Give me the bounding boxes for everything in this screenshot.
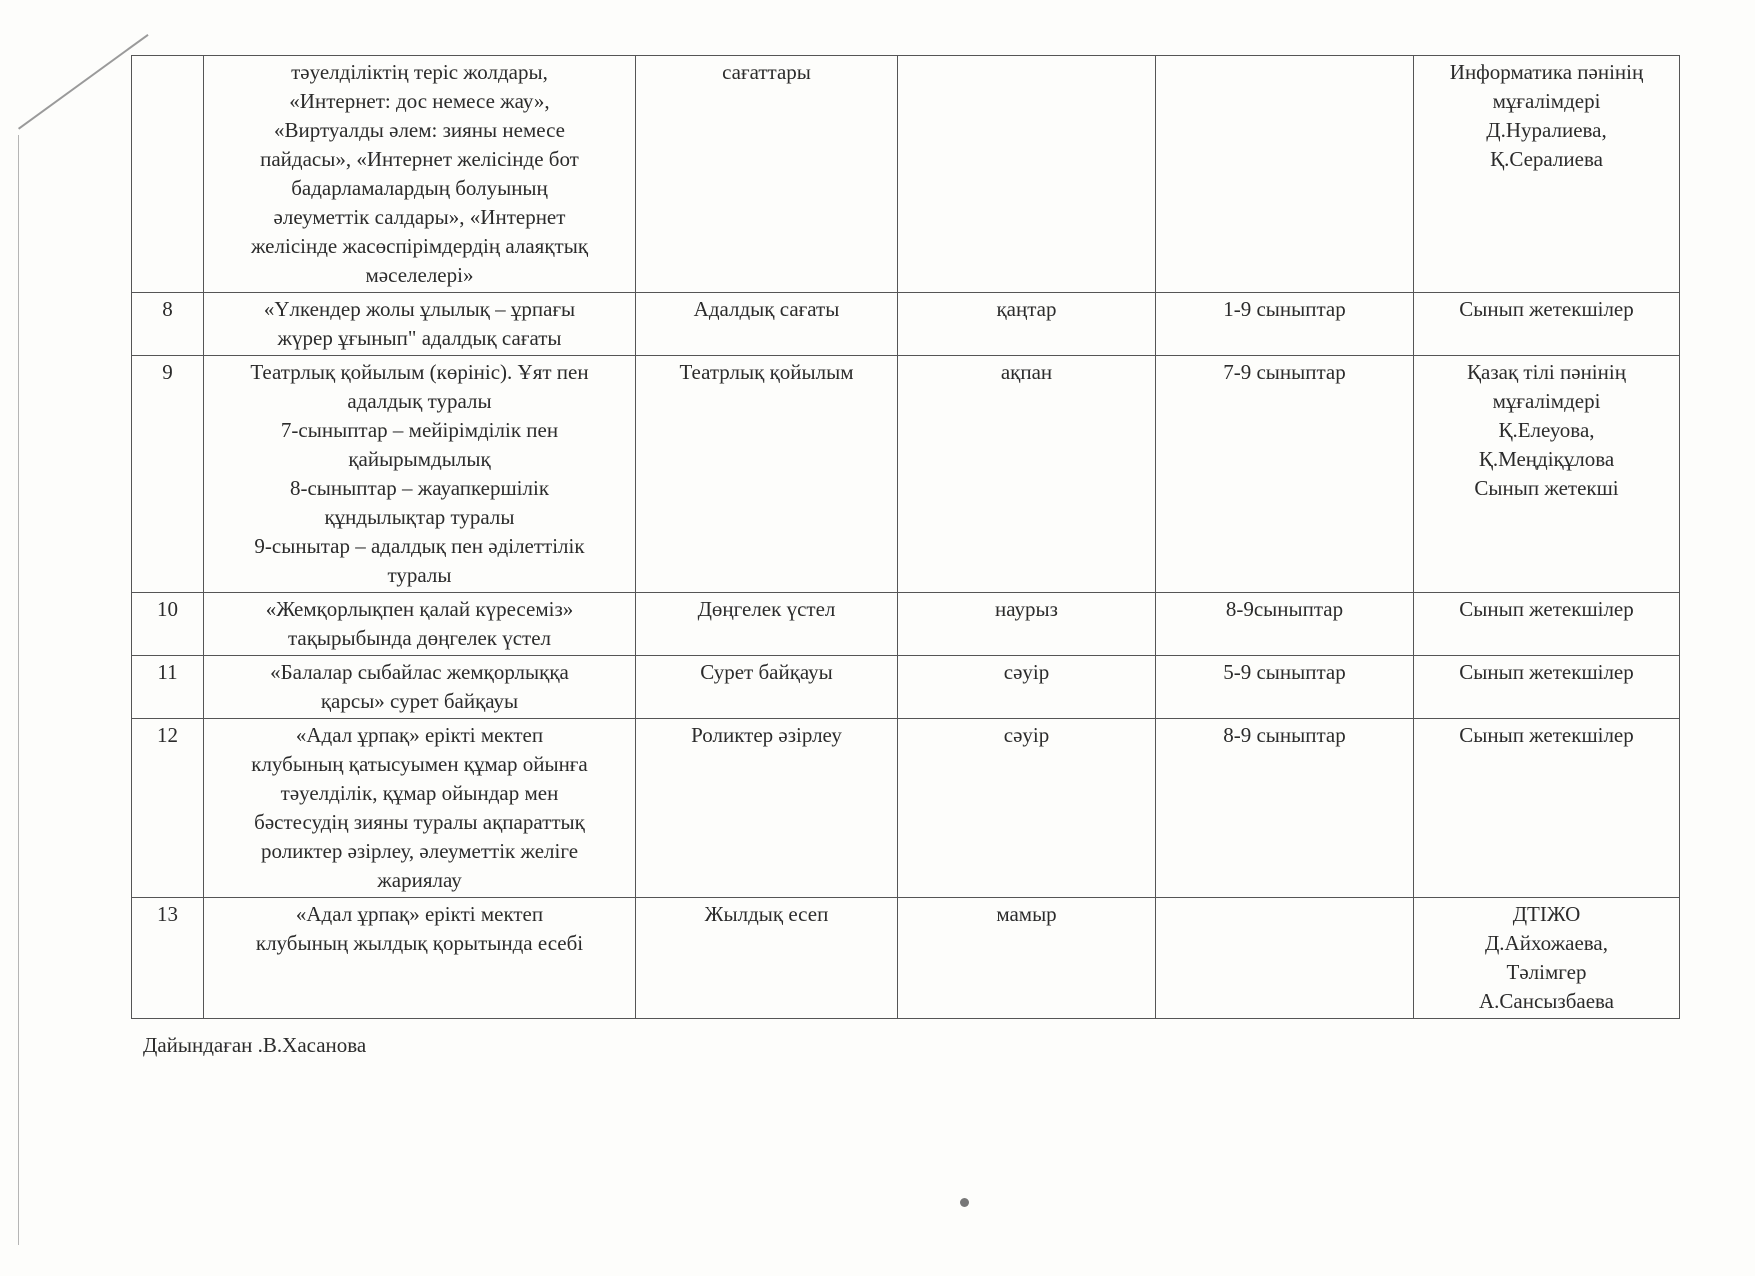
event-title-line: клубының жылдық қорытында есебі [255, 931, 584, 955]
event-title-cell [204, 56, 636, 293]
event-classes-cell [1156, 56, 1414, 293]
event-form-cell: Адалдық сағаты [636, 293, 898, 356]
responsible-line: Д.Айхожаева, [1484, 931, 1609, 955]
scan-edge-artifact [18, 135, 19, 1245]
event-form-cell: Жылдық есеп [636, 898, 898, 1019]
event-title-cell [204, 356, 636, 593]
responsible-line: Сынып жетекшілер [1459, 723, 1634, 747]
table-body [132, 56, 1680, 1019]
row-number-cell: 11 [132, 656, 204, 719]
event-title-line: 9-сынытар – адалдық пен әділеттілік [254, 534, 585, 558]
responsible-line: мұғалімдері [1492, 89, 1601, 113]
scan-dot-artifact [960, 1198, 969, 1207]
table-row [132, 719, 1680, 898]
responsible-cell [1414, 656, 1680, 719]
event-form-cell: Сурет байқауы [636, 656, 898, 719]
responsible-line: мұғалімдері [1492, 389, 1601, 413]
event-month-cell: қаңтар [898, 293, 1156, 356]
event-title-line: жүрер ұғынып" адалдық сағаты [277, 326, 562, 350]
responsible-cell [1414, 356, 1680, 593]
responsible-line: Информатика пәнінің [1449, 60, 1644, 84]
event-title-cell [204, 293, 636, 356]
responsible-cell [1414, 56, 1680, 293]
event-title-line: Театрлық қойылым (көрініс). Ұят пен [250, 360, 589, 384]
event-title-line: 7-сыныптар – мейірімділік пен [280, 418, 559, 442]
event-classes-cell [1156, 898, 1414, 1019]
event-title-line: «Адал ұрпақ» ерікті мектеп [295, 723, 544, 747]
event-month-cell [898, 56, 1156, 293]
event-title-line: пайдасы», «Интернет желісінде бот [260, 147, 579, 171]
event-form-cell: сағаттары [636, 56, 898, 293]
row-number-cell: 12 [132, 719, 204, 898]
responsible-line: Тәлімгер [1506, 960, 1587, 984]
responsible-line: А.Сансызбаева [1479, 989, 1614, 1013]
event-title-line: тақырыбында дөңгелек үстел [287, 626, 552, 650]
event-title-line: жариялау [377, 868, 462, 892]
responsible-line: Сынып жетекшілер [1459, 297, 1634, 321]
event-title-line: қайырымдылық [348, 447, 491, 471]
event-title-line: қарсы» сурет байқауы [320, 689, 519, 713]
responsible-cell [1414, 293, 1680, 356]
event-classes-cell: 5-9 сыныптар [1156, 656, 1414, 719]
event-title-line: «Балалар сыбайлас жемқорлыққа [270, 660, 569, 684]
responsible-cell [1414, 719, 1680, 898]
table-row [132, 293, 1680, 356]
responsible-cell [1414, 898, 1680, 1019]
responsible-line: ДТІЖО [1512, 902, 1581, 926]
event-title-line: клубының қатысуымен құмар ойынға [251, 752, 588, 776]
event-title-line: «Виртуалды әлем: зияны немесе [274, 118, 565, 142]
event-title-line: бадарламалардың болуының [291, 176, 548, 200]
event-form-cell: Театрлық қойылым [636, 356, 898, 593]
event-title-line: бәстесудің зияны туралы ақпараттық [254, 810, 585, 834]
event-classes-cell: 7-9 сыныптар [1156, 356, 1414, 593]
event-plan-table [131, 55, 1680, 1019]
event-classes-cell: 8-9 сыныптар [1156, 719, 1414, 898]
event-month-cell: сәуір [898, 656, 1156, 719]
table-row [132, 593, 1680, 656]
responsible-line: Қ.Меңдіқұлова [1478, 447, 1615, 471]
event-month-cell: сәуір [898, 719, 1156, 898]
table-row [132, 56, 1680, 293]
row-number-cell [132, 56, 204, 293]
event-form-cell: Дөңгелек үстел [636, 593, 898, 656]
event-title-line: тәуелділіктің теріс жолдары, [291, 60, 548, 84]
responsible-line: Сынып жетекші [1474, 476, 1619, 500]
event-title-line: адалдық туралы [347, 389, 492, 413]
event-title-line: құндылықтар туралы [324, 505, 515, 529]
row-number-cell: 13 [132, 898, 204, 1019]
scan-edge-artifact [18, 34, 149, 130]
table-row [132, 898, 1680, 1019]
event-form-cell: Роликтер әзірлеу [636, 719, 898, 898]
event-month-cell: наурыз [898, 593, 1156, 656]
table-row [132, 356, 1680, 593]
event-title-line: 8-сыныптар – жауапкершілік [289, 476, 550, 500]
responsible-line: Қ.Елеуова, [1498, 418, 1595, 442]
event-title-line: роликтер әзірлеу, әлеуметтік желіге [260, 839, 579, 863]
row-number-cell: 9 [132, 356, 204, 593]
responsible-cell [1414, 593, 1680, 656]
responsible-line: Қазақ тілі пәнінің [1467, 360, 1626, 384]
event-title-cell [204, 593, 636, 656]
responsible-line: Д.Нуралиева, [1486, 118, 1607, 142]
event-title-line: туралы [387, 563, 452, 587]
event-classes-cell: 8-9сыныптар [1156, 593, 1414, 656]
event-title-cell [204, 898, 636, 1019]
event-title-line: желісінде жасөспірімдердің алаяқтық [250, 234, 589, 258]
row-number-cell: 10 [132, 593, 204, 656]
responsible-line: Сынып жетекшілер [1459, 597, 1634, 621]
prepared-by: Дайындаған .В.Хасанова [143, 1033, 367, 1057]
event-title-line: «Интернет: дос немесе жау», [289, 89, 550, 113]
event-title-cell [204, 719, 636, 898]
event-title-line: тәуелділік, құмар ойындар мен [280, 781, 559, 805]
event-month-cell: ақпан [898, 356, 1156, 593]
event-title-line: мәселелері» [365, 263, 474, 287]
event-title-line: әлеуметтік салдары», «Интернет [273, 205, 566, 229]
event-month-cell: мамыр [898, 898, 1156, 1019]
event-title-line: «Адал ұрпақ» ерікті мектеп [295, 902, 544, 926]
event-classes-cell: 1-9 сыныптар [1156, 293, 1414, 356]
event-title-line: «Үлкендер жолы ұлылық – ұрпағы [263, 297, 576, 321]
event-title-cell [204, 656, 636, 719]
row-number-cell: 8 [132, 293, 204, 356]
responsible-line: Қ.Сералиева [1490, 147, 1603, 171]
event-title-line: «Жемқорлықпен қалай күресеміз» [265, 597, 574, 621]
responsible-line: Сынып жетекшілер [1459, 660, 1634, 684]
table-row [132, 656, 1680, 719]
